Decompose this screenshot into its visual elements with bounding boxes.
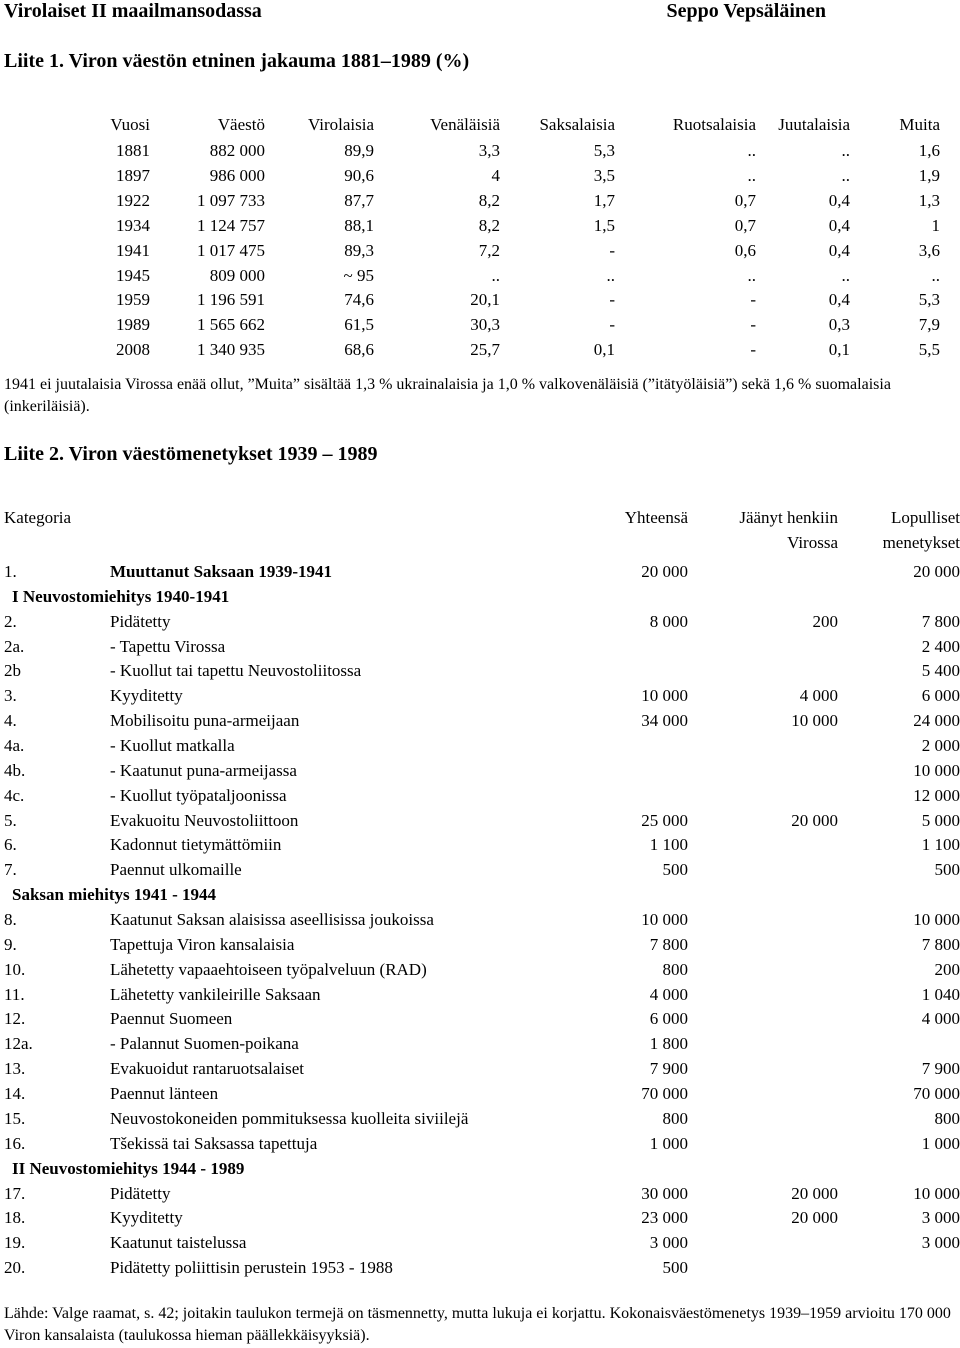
cell-final: 4 000 (921, 1009, 960, 1029)
appendix2-title: Liite 2. Viron väestömenetykset 1939 – 1989 (4, 443, 378, 465)
table-row (0, 860, 960, 884)
cell-others: 3,6 (918, 240, 940, 260)
row-number: 1. (4, 562, 17, 581)
row-number: 2a. (4, 636, 25, 656)
section-heading (0, 587, 960, 611)
col-header-swedes: Ruotsalaisia (672, 115, 756, 134)
table-row (0, 141, 960, 165)
col-header-population: Väestö (217, 115, 265, 134)
cell-total: 23 000 (641, 1208, 688, 1228)
cell-total: 500 (662, 1258, 688, 1278)
row-number: 12. (4, 1009, 26, 1029)
table-row (0, 637, 960, 661)
table-row (0, 1084, 960, 1108)
col-final-header-2: menetykset (882, 533, 960, 552)
cell-final: 3 000 (921, 1233, 960, 1253)
col-header-others: Muita (899, 115, 940, 134)
row-label: - Kuollut tai tapettu Neuvostoliitossa (110, 661, 362, 681)
cell-final: 7 800 (921, 934, 960, 954)
row-number: 18. (4, 1208, 26, 1228)
row-label: Kyyditetty (110, 1208, 183, 1228)
cell-total: 4 000 (649, 984, 688, 1004)
cell-year: 1881 (116, 141, 150, 160)
cell-remained: 200 (812, 611, 838, 631)
cell-estonians: 89,3 (344, 240, 374, 260)
cell-year: 1959 (116, 290, 150, 310)
cell-population: 1 097 733 (197, 190, 265, 210)
row-label: - Kuollut työpataljoonissa (110, 785, 287, 805)
cell-germans: 5,3 (593, 141, 615, 160)
cell-population: 809 000 (209, 265, 265, 285)
row-number: 4b. (4, 760, 26, 780)
section-heading (0, 1159, 960, 1183)
row-label: Mobilisoitu puna-armeijaan (110, 711, 300, 731)
cell-total: 7 900 (649, 1059, 688, 1079)
col-header-germans: Saksalaisia (539, 115, 615, 134)
source-note: Lähde: Valge raamat, s. 42; joitakin taulukon termejä on täsmennetty, mutta lukuja ei korjattu. Kokonaisväestömenetys 1939–1959 arvioitu 170 000 Viron kansalaista (taulukossa hieman päällekkäisyyksiä). (4, 1305, 951, 1344)
cell-russians: 25,7 (470, 340, 500, 360)
cell-russians: 4 (491, 165, 500, 185)
table-row (0, 290, 960, 314)
cell-russians: 7,2 (478, 240, 500, 260)
row-number: 3. (4, 686, 17, 706)
cell-final: 2 000 (921, 736, 960, 756)
table-row (0, 985, 960, 1009)
cell-germans: 1,5 (593, 215, 615, 235)
cell-jews: .. (841, 265, 850, 285)
cell-total: 20 000 (641, 562, 688, 581)
row-number: 16. (4, 1133, 26, 1153)
cell-final: 7 900 (921, 1059, 960, 1079)
table-row (0, 216, 960, 240)
row-number: 20. (4, 1258, 26, 1278)
row-label: Kadonnut tietymättömiin (110, 835, 282, 855)
cell-others: 5,3 (918, 290, 940, 310)
cell-jews: 0,4 (828, 290, 850, 310)
col-header-estonians: Virolaisia (307, 115, 374, 134)
cell-total: 1 000 (649, 1133, 688, 1153)
cell-final: 12 000 (913, 785, 960, 805)
row-number: 6. (4, 835, 17, 855)
table-row (0, 1258, 960, 1282)
table-row (0, 761, 960, 785)
table-row (0, 1208, 960, 1232)
cell-remained: 4 000 (799, 686, 838, 706)
row-label: - Kuollut matkalla (110, 736, 235, 756)
cell-population: 1 196 591 (197, 290, 265, 310)
row-number: 2b (4, 661, 21, 681)
table-row (0, 1009, 960, 1033)
cell-final: 1 040 (921, 984, 960, 1004)
cell-total: 800 (662, 959, 688, 979)
cell-russians: 30,3 (470, 315, 500, 335)
cell-final: 7 800 (921, 611, 960, 631)
cell-final: 10 000 (913, 910, 960, 930)
row-number: 14. (4, 1084, 26, 1104)
table-row (0, 1233, 960, 1257)
cell-remained: 20 000 (791, 1208, 838, 1228)
section-label: Saksan miehitys 1941 - 1944 (12, 885, 217, 905)
cell-swedes: 0,7 (734, 215, 756, 235)
row-number: 4a. (4, 736, 25, 756)
cell-final: 70 000 (913, 1084, 960, 1104)
row-label: Pidätetty (110, 1183, 171, 1203)
cell-others: 1,3 (918, 190, 940, 210)
row-label: Muuttanut Saksaan 1939-1941 (110, 562, 332, 581)
cell-year: 1897 (116, 165, 150, 185)
cell-total: 34 000 (641, 711, 688, 731)
cell-estonians: 90,6 (344, 165, 374, 185)
table-row (0, 935, 960, 959)
cell-russians: 8,2 (478, 190, 500, 210)
col-header-russians: Venäläisiä (430, 115, 500, 134)
row-number: 4c. (4, 785, 25, 805)
cell-total: 8 000 (649, 611, 688, 631)
cell-swedes: - (750, 290, 756, 310)
col-final-header-1: Lopulliset (891, 508, 960, 527)
table-row (0, 811, 960, 835)
row-label: Tšekissä tai Saksassa tapettuja (110, 1133, 318, 1153)
cell-jews: 0,1 (828, 340, 850, 360)
cell-russians: 3,3 (478, 141, 500, 160)
row-number: 10. (4, 959, 26, 979)
row-number: 2. (4, 611, 17, 631)
row-label: Pidätetty poliittisin perustein 1953 - 1988 (110, 1258, 393, 1278)
cell-total: 10 000 (641, 686, 688, 706)
row-number: 8. (4, 910, 17, 930)
cell-population: 1 340 935 (197, 340, 265, 360)
cell-jews: .. (841, 165, 850, 185)
table-row (0, 661, 960, 685)
header-right: Seppo Vepsäläinen (666, 0, 826, 22)
cell-population: 1 017 475 (197, 240, 265, 260)
cell-year: 1922 (116, 190, 150, 210)
row-label: - Kaatunut puna-armeijassa (110, 760, 297, 780)
cell-swedes: - (750, 340, 756, 360)
cell-others: 1,9 (918, 165, 940, 185)
cell-final: 200 (934, 959, 960, 979)
row-label: Kyyditetty (110, 686, 183, 706)
cell-germans: .. (606, 265, 615, 285)
table-row (0, 562, 960, 586)
cell-total: 1 800 (649, 1034, 688, 1054)
cell-population: 882 000 (209, 141, 265, 160)
table-row (0, 686, 960, 710)
section-heading (0, 885, 960, 909)
table-row (0, 191, 960, 215)
cell-total: 1 100 (649, 835, 688, 855)
cell-swedes: .. (747, 165, 756, 185)
cell-population: 1 565 662 (197, 315, 265, 335)
col-header-year: Vuosi (110, 115, 150, 134)
row-label: Paennut Suomeen (110, 1009, 233, 1029)
cell-others: 1,6 (918, 141, 940, 160)
table-row (0, 612, 960, 636)
row-number: 12a. (4, 1034, 33, 1054)
cell-germans: 1,7 (593, 190, 615, 210)
cell-final: 10 000 (913, 760, 960, 780)
cell-final: 5 400 (921, 661, 960, 681)
row-label: Lähetetty vapaaehtoiseen työpalveluun (RAD) (110, 959, 427, 979)
cell-total: 70 000 (641, 1084, 688, 1104)
col-total-header: Yhteensä (624, 508, 688, 527)
cell-others: 1 (931, 215, 940, 235)
row-label: - Tapettu Virossa (110, 636, 226, 656)
section-label: II Neuvostomiehitys 1944 - 1989 (12, 1158, 245, 1178)
appendix1-title: Liite 1. Viron väestön etninen jakauma 1881–1989 (%) (4, 50, 470, 72)
cell-estonians: ~ 95 (343, 265, 374, 285)
cell-final: 24 000 (913, 711, 960, 731)
table-row (0, 910, 960, 934)
table-row (0, 315, 960, 339)
cell-total: 500 (662, 860, 688, 880)
table-row (0, 266, 960, 290)
appendix1-note: 1941 ei juutalaisia Virossa enää ollut, ”Muita” sisältää 1,3 % ukrainalaisia ja 1,0 % valkovenäläisiä (”itätyöläisiä”) sekä 1,6 % suomalaisia (inkeriläisiä). (4, 376, 891, 415)
row-number: 11. (4, 984, 25, 1004)
col-remained-header-1: Jäänyt henkiin (739, 508, 838, 527)
table-row (0, 340, 960, 364)
cell-swedes: 0,6 (734, 240, 756, 260)
cell-remained: 10 000 (791, 711, 838, 731)
header-left: Virolaiset II maailmansodassa (4, 0, 262, 22)
cell-jews: 0,4 (828, 190, 850, 210)
cell-year: 1934 (116, 215, 150, 235)
row-label: - Palannut Suomen-poikana (110, 1034, 299, 1054)
cell-jews: 0,4 (828, 215, 850, 235)
cell-russians: 8,2 (478, 215, 500, 235)
cell-final: 1 000 (921, 1133, 960, 1153)
table-row (0, 835, 960, 859)
row-number: 13. (4, 1059, 26, 1079)
cell-population: 1 124 757 (197, 215, 265, 235)
section-label: I Neuvostomiehitys 1940-1941 (12, 586, 230, 606)
col-header-jews: Juutalaisia (778, 115, 850, 134)
cell-swedes: .. (747, 265, 756, 285)
cell-swedes: 0,7 (734, 190, 756, 210)
row-label: Paennut länteen (110, 1084, 219, 1104)
row-number: 17. (4, 1183, 26, 1203)
cell-germans: 0,1 (593, 340, 615, 360)
cell-remained: 20 000 (791, 810, 838, 830)
table-row (0, 241, 960, 265)
cell-jews: 0,3 (828, 315, 850, 335)
table-row (0, 1034, 960, 1058)
cell-russians: .. (491, 265, 500, 285)
table-row (0, 711, 960, 735)
cell-estonians: 89,9 (344, 141, 374, 160)
table-row (0, 960, 960, 984)
row-label: Neuvostokoneiden pommituksessa kuolleita siviilejä (110, 1108, 469, 1128)
cell-year: 2008 (116, 340, 150, 360)
cell-year: 1941 (116, 240, 150, 260)
table-row (0, 1184, 960, 1208)
cell-total: 6 000 (649, 1009, 688, 1029)
col-category-header: Kategoria (4, 508, 72, 527)
cell-year: 1989 (116, 315, 150, 335)
row-label: Kaatunut Saksan alaisissa aseellisissa joukoissa (110, 910, 434, 930)
cell-estonians: 87,7 (344, 190, 374, 210)
table-row (0, 1109, 960, 1133)
cell-others: 5,5 (918, 340, 940, 360)
row-number: 5. (4, 810, 17, 830)
cell-estonians: 88,1 (344, 215, 374, 235)
table-row (0, 1134, 960, 1158)
cell-final: 6 000 (921, 686, 960, 706)
cell-others: 7,9 (918, 315, 940, 335)
cell-final: 10 000 (913, 1183, 960, 1203)
cell-final: 2 400 (921, 636, 960, 656)
cell-germans: - (609, 315, 615, 335)
cell-germans: - (609, 240, 615, 260)
cell-estonians: 68,6 (344, 340, 374, 360)
cell-final: 20 000 (913, 562, 960, 581)
cell-total: 25 000 (641, 810, 688, 830)
row-number: 4. (4, 711, 17, 731)
cell-total: 30 000 (641, 1183, 688, 1203)
cell-jews: .. (841, 141, 850, 160)
cell-total: 3 000 (649, 1233, 688, 1253)
row-label: Lähetetty vankileirille Saksaan (110, 984, 321, 1004)
cell-swedes: .. (747, 141, 756, 160)
cell-final: 1 100 (921, 835, 960, 855)
table-row (0, 736, 960, 760)
cell-population: 986 000 (209, 165, 265, 185)
row-label: Evakuoitu Neuvostoliittoon (110, 810, 299, 830)
cell-russians: 20,1 (470, 290, 500, 310)
row-label: Pidätetty (110, 611, 171, 631)
row-number: 15. (4, 1108, 26, 1128)
cell-year: 1945 (116, 265, 150, 285)
cell-total: 7 800 (649, 934, 688, 954)
col-remained-header-2: Virossa (787, 533, 838, 552)
cell-final: 500 (934, 860, 960, 880)
row-number: 7. (4, 860, 17, 880)
row-label: Paennut ulkomaille (110, 860, 242, 880)
cell-germans: 3,5 (593, 165, 615, 185)
cell-total: 800 (662, 1108, 688, 1128)
cell-final: 5 000 (921, 810, 960, 830)
row-label: Kaatunut taistelussa (110, 1233, 247, 1253)
cell-others: .. (931, 265, 940, 285)
row-number: 9. (4, 934, 17, 954)
cell-final: 3 000 (921, 1208, 960, 1228)
cell-germans: - (609, 290, 615, 310)
cell-final: 800 (934, 1108, 960, 1128)
ethnic-table-header-row (0, 115, 960, 139)
cell-swedes: - (750, 315, 756, 335)
cell-estonians: 74,6 (344, 290, 374, 310)
row-label: Evakuoidut rantaruotsalaiset (110, 1059, 305, 1079)
row-number: 19. (4, 1233, 26, 1253)
cell-estonians: 61,5 (344, 315, 374, 335)
table-row (0, 1059, 960, 1083)
cell-remained: 20 000 (791, 1183, 838, 1203)
table-row (0, 786, 960, 810)
table-row (0, 166, 960, 190)
row-label: Tapettuja Viron kansalaisia (110, 934, 295, 954)
cell-total: 10 000 (641, 910, 688, 930)
cell-jews: 0,4 (828, 240, 850, 260)
